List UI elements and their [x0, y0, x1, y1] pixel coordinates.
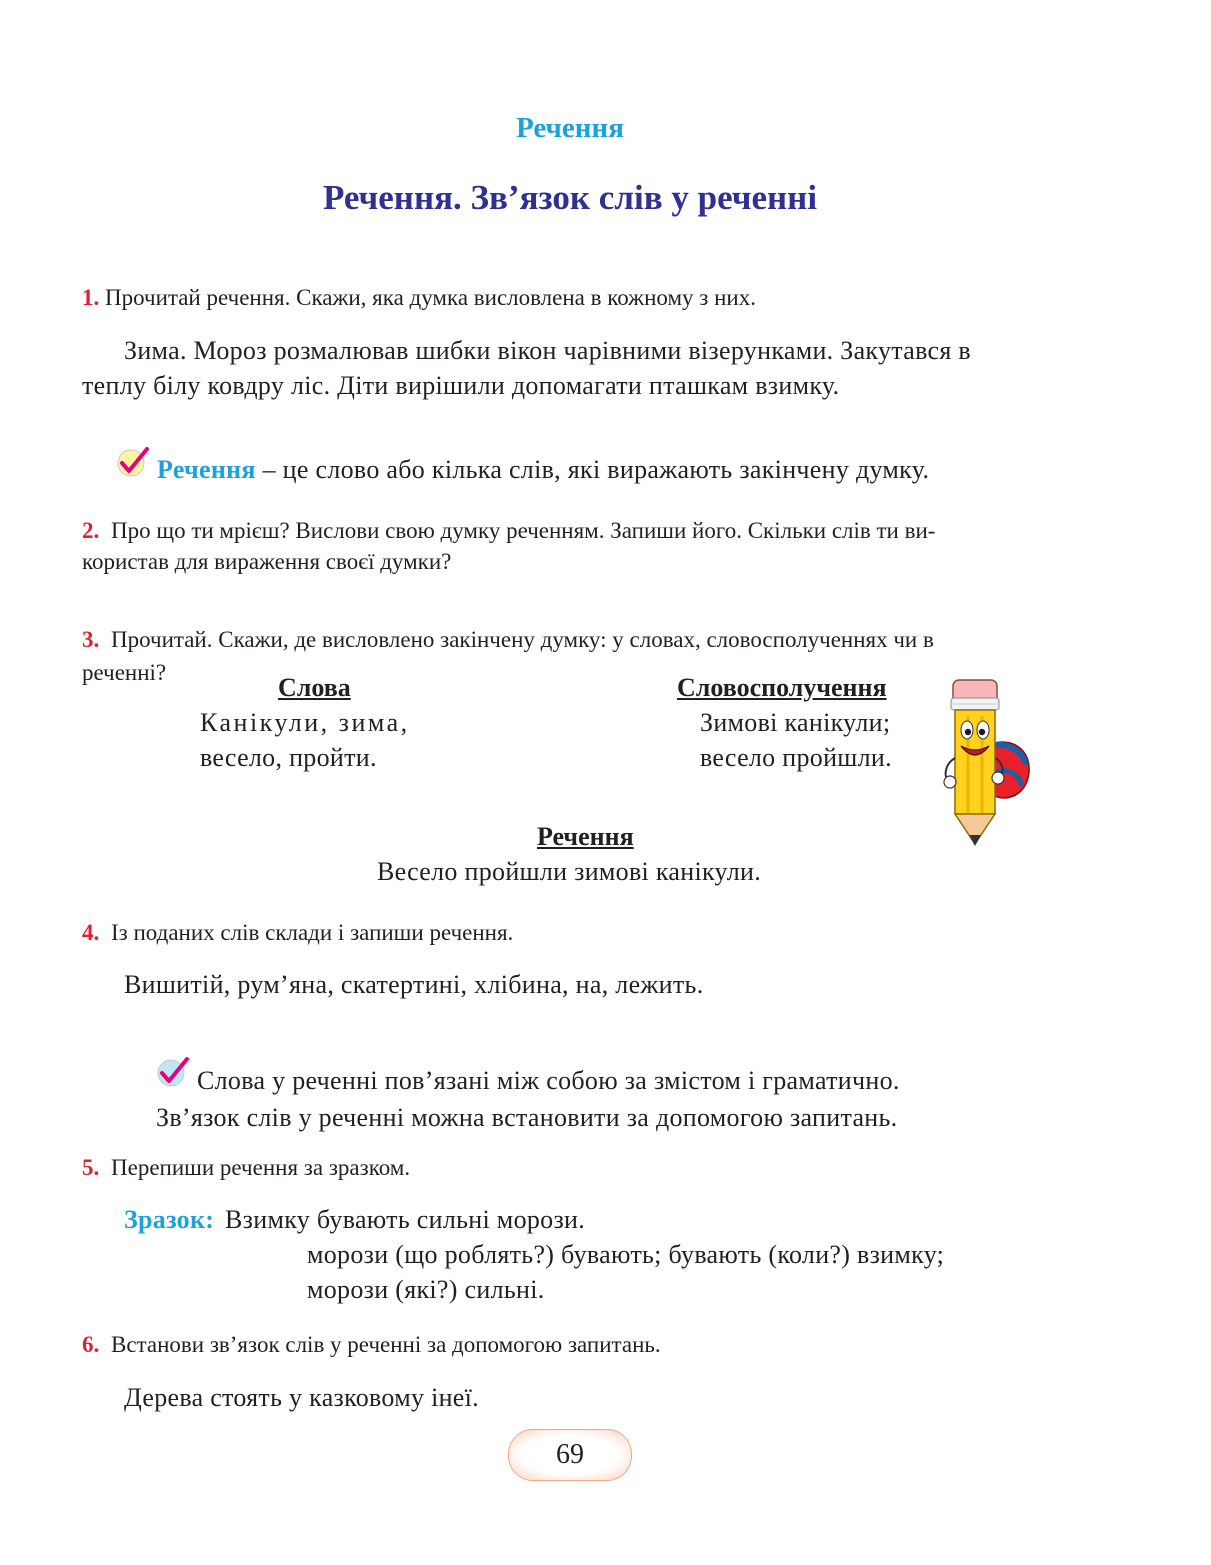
sentence-example: Весело пройшли зимові канікули. [377, 857, 762, 886]
task-text: Прочитай речення. Скажи, яка думка висловлена в кожному з них. [105, 285, 756, 310]
pencil-character-illustration [935, 672, 1035, 850]
rule-text: – це слово або кілька слів, які виражають закінчену думку. [255, 455, 930, 484]
checkmark-icon [116, 446, 150, 480]
sample-label: Зразок: [124, 1205, 215, 1234]
task-3-line-1 [82, 627, 934, 653]
rule-definition [157, 455, 929, 485]
task-text: Прочитай. Скажи, де висловлено закінчену думку: у словах, словосполученнях чи в [111, 627, 934, 652]
page-number: 69 [508, 1429, 632, 1481]
page-title: Речення. Зв’язок слів у реченні [322, 178, 818, 217]
task-1-instruction [82, 285, 756, 311]
checkmark-icon [156, 1056, 190, 1090]
words-heading: Слова [278, 673, 351, 702]
task-4-instruction [82, 920, 513, 946]
task-5-instruction [82, 1155, 410, 1181]
task-3-line-2: реченні? [82, 660, 167, 685]
words-line-1: Канікули, зима, [200, 708, 410, 737]
task-4-words: Вишитій, рум’яна, скатертині, хлібина, на, лежить. [124, 970, 704, 999]
task-number: 2. [82, 518, 100, 543]
rule-2-line-2: Зв’язок слів у реченні можна встановити за допомогою запитань. [156, 1103, 898, 1132]
task-2-line-2: користав для вираження своєї думки? [82, 549, 452, 574]
sample-line [124, 1205, 585, 1235]
sample-analysis-line-2: морози (які?) сильні. [307, 1275, 545, 1304]
task-1-text-line-2: теплу білу ковдру ліс. Діти вирішили допомагати пташкам взимку. [82, 371, 840, 400]
task-6-sentence: Дерева стоять у казковому інеї. [124, 1383, 479, 1412]
sample-analysis-line-1: морози (що роблять?) бувають; бувають (коли?) взимку; [307, 1240, 945, 1269]
sample-sentence: Взимку бувають сильні морози. [225, 1205, 586, 1234]
task-number: 6. [82, 1332, 100, 1357]
task-6-instruction [82, 1332, 661, 1358]
sentence-heading: Речення [537, 822, 634, 851]
phrases-line-2: весело пройшли. [700, 743, 892, 772]
rule-2-line-1: Слова у реченні пов’язані між собою за змістом і граматично. [197, 1066, 900, 1095]
phrases-heading: Словосполучення [677, 673, 887, 702]
task-text: Про що ти мрієш? Вислови свою думку реченням. Запиши його. Скільки слів ти ви- [111, 518, 936, 543]
section-title: Речення [516, 112, 624, 144]
task-number: 5. [82, 1155, 100, 1180]
task-text: Перепиши речення за зразком. [111, 1155, 411, 1180]
rule-term: Речення [157, 455, 256, 484]
task-number: 4. [82, 920, 100, 945]
task-text: Встанови зв’язок слів у реченні за допомогою запитань. [111, 1332, 661, 1357]
task-number: 1. [82, 285, 100, 310]
task-1-text-line-1: Зима. Мороз розмалював шибки вікон чарівними візерунками. Закутався в [124, 336, 972, 365]
task-number: 3. [82, 627, 100, 652]
task-text: Із поданих слів склади і запиши речення. [111, 920, 514, 945]
task-2-line-1 [82, 518, 935, 544]
words-line-2: весело, пройти. [200, 743, 377, 772]
phrases-line-1: Зимові канікули; [700, 708, 891, 737]
